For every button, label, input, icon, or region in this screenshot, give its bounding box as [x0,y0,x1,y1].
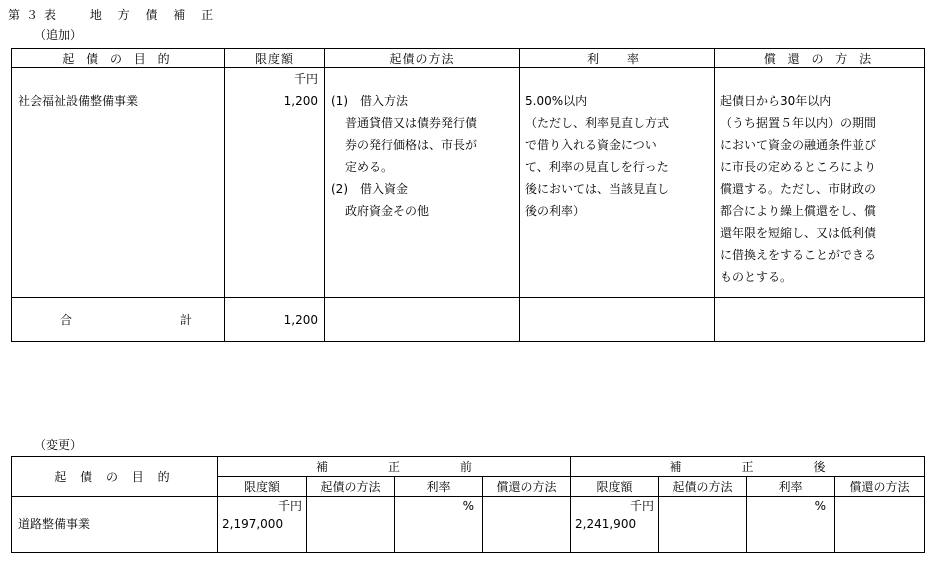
repay-line: 起債日から30年以内 [720,94,832,108]
total-rate-cell [520,298,715,342]
before-limit-value: 2,197,000 [222,517,284,531]
method-cell [325,68,520,298]
after-method-cell [659,497,747,553]
header-rate: 利 率 [520,49,715,68]
repayment-cell [715,68,925,298]
total-label-cell [12,298,225,342]
repay-line: （うち据置５年以内）の期間 [720,116,877,130]
before-sub-method: 起債の方法 [307,477,395,497]
after-sub-repay: 償還の方法 [835,477,925,497]
method-line: (2) 借入資金 [331,182,408,196]
before-sub-rate: 利率 [395,477,483,497]
purpose-cell [12,68,225,298]
method-line: 定める。 [345,160,394,174]
unit-label: 千円 [293,72,318,86]
page-title: 第３表 地 方 債 補 正 [8,8,220,22]
rate-line: て、利率の見直しを行った [525,160,669,174]
before-sub-repay: 償還の方法 [483,477,571,497]
after-sub-rate: 利率 [747,477,835,497]
before-limit-cell [218,497,307,553]
limit-cell [225,68,325,298]
header-after: 補 正 後 [571,457,925,477]
before-rate-percent: % [395,497,483,553]
rate-cell [520,68,715,298]
repay-line: ものとする。 [720,270,793,284]
after-unit: 千円 [630,499,655,513]
header-purpose: 起 債 の 目 的 [12,49,225,68]
header-method: 起債の方法 [325,49,520,68]
header-before: 補 正 前 [218,457,571,477]
total-repayment-cell [715,298,925,342]
total-method-cell [325,298,520,342]
method-line: 券の発行価格は、市長が [345,138,478,152]
purpose-text: 社会福祉設備整備事業 [18,94,139,108]
repay-line: に市長の定めるところにより [720,160,877,174]
section-add-label: （追加） [34,28,83,42]
rate-line: で借り入れる資金につい [525,138,657,152]
after-sub-method: 起債の方法 [659,477,747,497]
repay-line: 償還する。ただし、市財政の [720,182,877,196]
header-limit: 限度額 [225,49,325,68]
total-label-right: 計 [179,313,192,327]
after-limit-cell [571,497,659,553]
rate-line: 後の利率） [525,204,586,218]
method-line: 政府資金その他 [345,204,430,218]
total-limit-value: 1,200 [225,298,325,342]
before-repay-cell [483,497,571,553]
before-sub-limit: 限度額 [218,477,307,497]
rate-line: 5.00%以内 [525,94,588,108]
change-purpose-text: 道路整備事業 [18,517,91,531]
before-method-cell [307,497,395,553]
after-rate-percent: % [747,497,835,553]
rate-line: （ただし、利率見直し方式 [525,116,670,130]
limit-value: 1,200 [283,94,318,108]
change-header-purpose: 起 債 の 目 的 [12,457,218,497]
after-repay-cell [835,497,925,553]
rate-line: 後においては、当該見直し [525,182,670,196]
repay-line: において資金の融通条件並び [720,138,877,152]
total-label-left: 合 [60,313,73,327]
before-unit: 千円 [277,499,302,513]
method-line: (1) 借入方法 [331,94,408,108]
addition-table [11,48,925,342]
repay-line: に借換えをすることができる [720,248,877,262]
change-table [11,456,925,553]
section-change-label: （変更） [34,438,83,452]
repay-line: 還年限を短縮し、又は低利債 [720,226,877,240]
change-purpose-cell [12,497,218,553]
header-repayment: 償 還 の 方 法 [715,49,925,68]
method-line: 普通貸借又は債券発行債 [345,116,478,130]
after-limit-value: 2,241,900 [575,517,637,531]
after-sub-limit: 限度額 [571,477,659,497]
repay-line: 都合により繰上償還をし、償 [720,204,877,218]
